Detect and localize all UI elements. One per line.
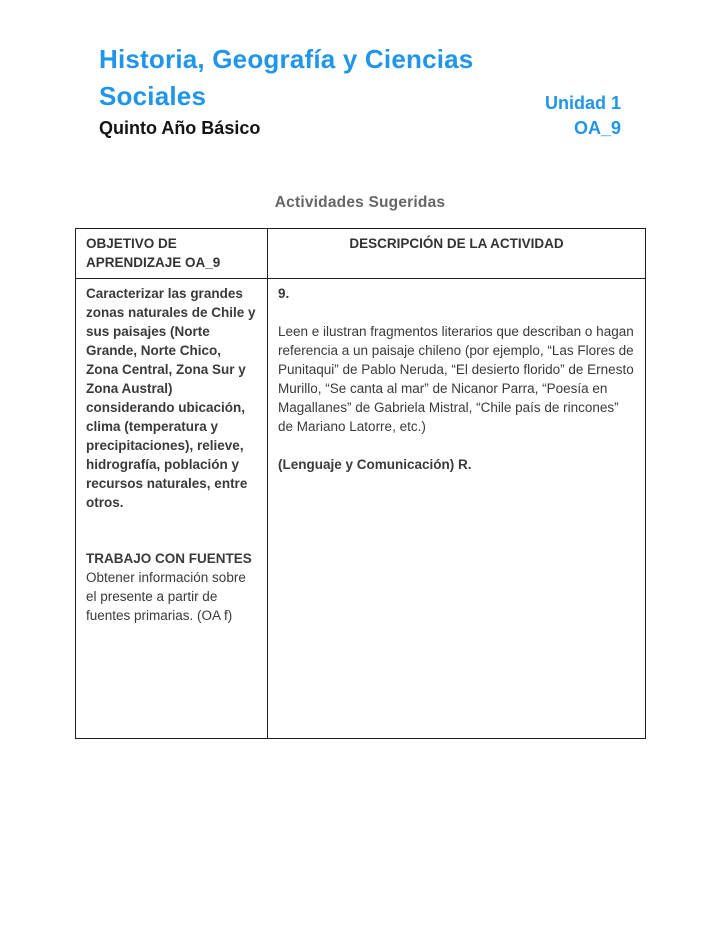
doc-subtitle: Quinto Año Básico [99,118,261,138]
doc-header-right [545,91,621,141]
oa-code-label: OA_9 [573,118,621,138]
activities-table [75,228,646,739]
doc-header [99,41,621,141]
objective-text: Caracterizar las grandes zonas naturales de Chile y sus paisajes (Norte Grande, Norte Chico, Zona Central, Zona Sur y Zona Austral) considerando ubicación, clima (temperatura y precipitaciones), relieve, hidrografía, población y recursos naturales, entre otros. [86,286,256,510]
table-header-row [76,229,646,279]
doc-title: Historia, Geografía y Ciencias Sociales [99,44,474,111]
doc-header-left [99,41,544,141]
section-title: Actividades Sugeridas [274,194,446,211]
activity-description: Leen e ilustran fragmentos literarios que describan o hagan referencia a un paisaje chileno (por ejemplo, “Las Flores de Punitaqui” de Pablo Neruda, “El desierto florido” de Ernesto Murillo, “Se canta al mar” de Nicanor Parra, “Poesía en Magallanes” de Gabriela Mistral, “Chile país de rincones” de Mariano Latorre, etc.) [278,324,634,434]
column-header-activity: DESCRIPCIÓN DE LA ACTIVIDAD [268,229,646,279]
activity-cell [268,279,646,739]
column-header-objective: OBJETIVO DE APRENDIZAJE OA_9 [76,229,268,279]
objective-cell [76,279,268,739]
activity-number: 9. [278,286,290,301]
sources-text: Obtener información sobre el presente a partir de fuentes primarias. (OA f) [86,570,246,623]
table-body-row [76,279,646,739]
activity-subject-tag: (Lenguaje y Comunicación) R. [278,457,472,472]
unit-label: Unidad 1 [544,93,621,113]
sources-heading: TRABAJO CON FUENTES [86,551,252,566]
